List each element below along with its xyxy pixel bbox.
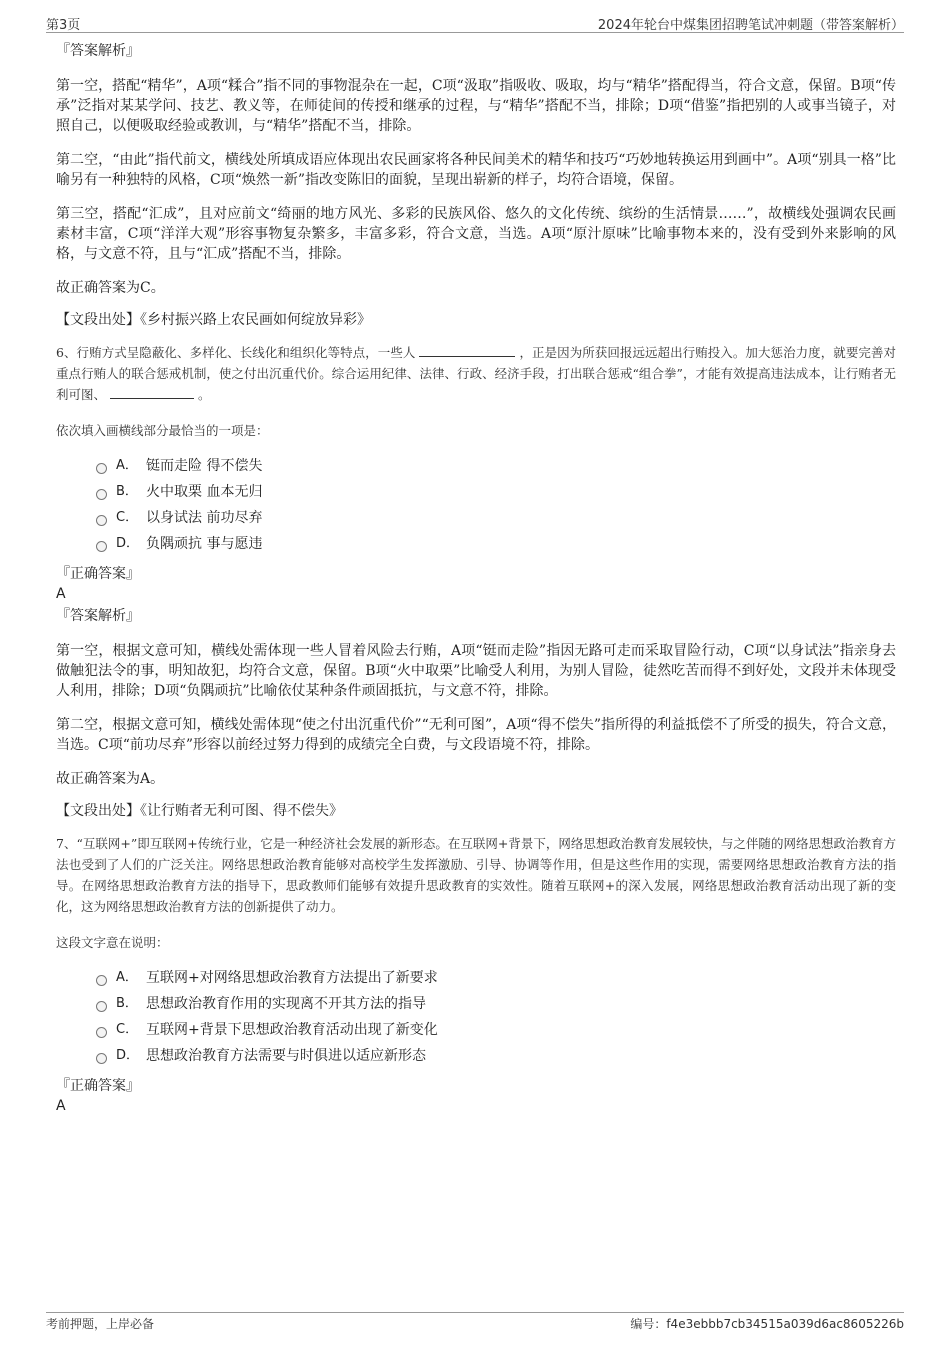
- option-c[interactable]: [96, 505, 896, 531]
- radio-icon[interactable]: [96, 515, 107, 526]
- option-letter: B．: [116, 484, 138, 499]
- option-text: 互联网+背景下思想政治教育活动出现了新变化: [146, 1022, 438, 1038]
- question-prompt: 这段文字意在说明：: [56, 935, 169, 950]
- option-text: 思想政治教育作用的实现离不开其方法的指导: [146, 996, 426, 1012]
- answer-conclusion: 故正确答案为C。: [56, 280, 165, 296]
- radio-icon[interactable]: [96, 1001, 107, 1012]
- analysis-label: 『答案解析』: [56, 43, 140, 59]
- option-text: 负隅顽抗 事与愿违: [146, 536, 263, 552]
- radio-icon[interactable]: [96, 1027, 107, 1038]
- page-number: 第3页: [46, 18, 81, 33]
- question-text-part: 6、行贿方式呈隐蔽化、多样化、长线化和组织化等特点，一些人: [56, 345, 416, 360]
- option-letter: D．: [116, 536, 140, 551]
- option-letter: C．: [116, 510, 139, 525]
- option-letter: D．: [116, 1048, 140, 1063]
- option-list: [56, 965, 896, 1069]
- analysis-paragraph: 第三空，搭配“汇成”，且对应前文“绮丽的地方风光、多彩的民族风俗、悠久的文化传统、缤纷的生活情景……”，故横线处强调农民画素材丰富，C项“洋洋大观”形容事物复杂繁多，丰富多彩，符合文意，当选。A项“原汁原味”比喻事物本来的，没有受到外来影响的风格，与文意不符，且与“汇成”搭配不当，排除。: [56, 206, 896, 262]
- radio-icon[interactable]: [96, 489, 107, 500]
- option-letter: C．: [116, 1022, 139, 1037]
- correct-answer-label: 『正确答案』: [56, 1078, 140, 1094]
- question-text-part: 。: [198, 387, 211, 402]
- option-text: 以身试法 前功尽弃: [146, 510, 263, 526]
- question-text: [56, 342, 896, 405]
- radio-icon[interactable]: [96, 463, 107, 474]
- fill-blank: [110, 386, 194, 399]
- option-list: [56, 453, 896, 557]
- option-d[interactable]: [96, 531, 896, 557]
- correct-answer-label: 『正确答案』: [56, 566, 140, 582]
- question-text-part: ，正是因为所获回报远远超出行贿投入。加大惩治力度，就要完善对重点行贿人的联合惩戒机制，使之付出沉重代价。综合运用纪律、法律、行政、经济手段，打出联合惩戒“组合拳”，才能有效提高违法成本，让行贿者无利可图、: [56, 345, 896, 402]
- radio-icon[interactable]: [96, 975, 107, 986]
- correct-answer: A: [56, 1098, 66, 1114]
- analysis-label: 『答案解析』: [56, 608, 140, 624]
- option-c[interactable]: [96, 1017, 896, 1043]
- footer-slogan: 考前押题，上岸必备: [46, 1317, 155, 1331]
- option-d[interactable]: [96, 1043, 896, 1069]
- option-text: 铤而走险 得不偿失: [146, 458, 263, 474]
- option-letter: A．: [116, 458, 138, 473]
- correct-answer: A: [56, 586, 66, 602]
- option-text: 思想政治教育方法需要与时俱进以适应新形态: [146, 1048, 426, 1064]
- question-prompt: 依次填入画横线部分最恰当的一项是：: [56, 423, 269, 438]
- document-code: 编号：f4e3ebbb7cb34515a039d6ac8605226b: [630, 1317, 904, 1331]
- question-5-analysis: [56, 40, 896, 330]
- option-b[interactable]: [96, 991, 896, 1017]
- radio-icon[interactable]: [96, 541, 107, 552]
- option-a[interactable]: [96, 453, 896, 479]
- analysis-paragraph: 第二空，“由此”指代前文，横线处所填成语应体现出农民画家将各种民间美术的精华和技巧“巧妙地转换运用到画中”。A项“别具一格”比喻另有一种独特的风格，C项“焕然一新”指改变陈旧的面貌，呈现出崭新的样子，均符合语境，保留。: [56, 152, 896, 188]
- question-7: [56, 833, 896, 1115]
- option-letter: A．: [116, 970, 138, 985]
- question-text: 7、“互联网+”即互联网+传统行业，它是一种经济社会发展的新形态。在互联网+背景下，网络思想政治教育发展较快，与之伴随的网络思想政治教育方法也受到了人们的广泛关注。网络思想政治教育能够对高校学生发挥激励、引导、协调等作用，但是这些作用的实现，需要网络思想政治教育方法的指导。在网络思想政治教育方法的指导下，思政教师们能够有效提升思政教育的实效性。随着互联网+的深入发展，网络思想政治教育活动出现了新的变化，这为网络思想政治教育方法的创新提供了动力。: [56, 836, 896, 914]
- answer-conclusion: 故正确答案为A。: [56, 771, 165, 787]
- analysis-paragraph: 第一空，根据文意可知，横线处需体现一些人冒着风险去行贿，A项“铤而走险”指因无路可走而采取冒险行动，C项“以身试法”指亲身去做触犯法令的事，明知故犯，均符合文意，保留。B项“火中取栗”比喻受人利用，为别人冒险，徒然吃苦而得不到好处，文段并未体现受人利用，排除；D项“负隅顽抗”比喻依仗某种条件顽固抵抗，与文意不符，排除。: [56, 643, 896, 699]
- analysis-paragraph: 第一空，搭配“精华”，A项“糅合”指不同的事物混杂在一起，C项“汲取”指吸收、吸取，均与“精华”搭配得当，符合文意，保留。B项“传承”泛指对某某学问、技艺、教义等，在师徒间的传授和继承的过程，与“精华”搭配不当，排除；D项“借鉴”指把别的人或事当镜子，对照自己，以便吸取经验或教训，与“精华”搭配不当，排除。: [56, 78, 896, 134]
- option-text: 互联网+对网络思想政治教育方法提出了新要求: [146, 970, 438, 986]
- document-title: 2024年轮台中煤集团招聘笔试冲刺题（带答案解析）: [597, 18, 904, 33]
- page-footer: [46, 1312, 904, 1333]
- analysis-paragraph: 第二空，根据文意可知，横线处需体现“使之付出沉重代价”“无利可图”，A项“得不偿失”指所得的利益抵偿不了所受的损失，符合文意，当选。C项“前功尽弃”形容以前经过努力得到的成绩完全白费，与文段语境不符，排除。: [56, 717, 896, 753]
- radio-icon[interactable]: [96, 1053, 107, 1064]
- option-a[interactable]: [96, 965, 896, 991]
- page-content: [56, 40, 896, 1117]
- option-letter: B．: [116, 996, 138, 1011]
- option-b[interactable]: [96, 479, 896, 505]
- page-header: [46, 14, 904, 33]
- text-source: 【文段出处】《让行贿者无利可图、得不偿失》: [56, 803, 343, 819]
- question-6: [56, 342, 896, 821]
- text-source: 【文段出处】《乡村振兴路上农民画如何绽放异彩》: [56, 312, 371, 328]
- fill-blank: [419, 344, 515, 357]
- option-text: 火中取栗 血本无归: [146, 484, 263, 500]
